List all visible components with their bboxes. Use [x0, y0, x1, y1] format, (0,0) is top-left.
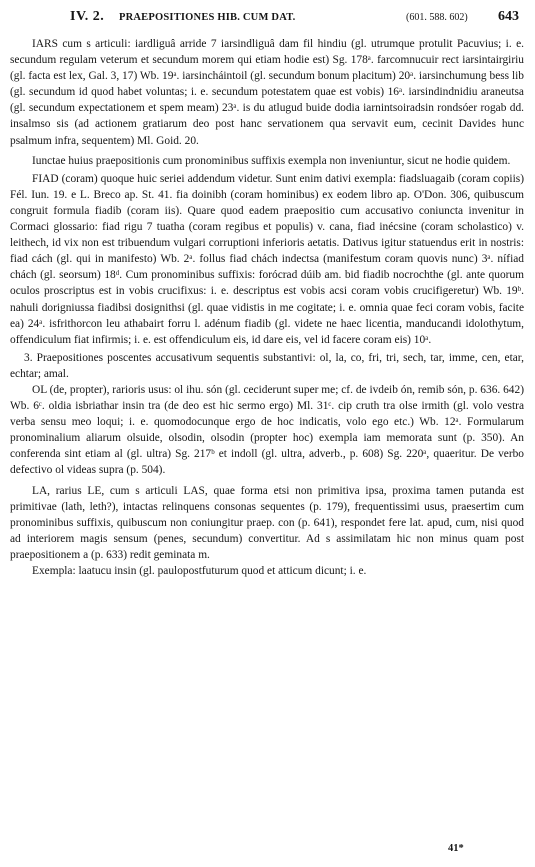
page-number: 643 [498, 9, 519, 24]
paragraph-la: LA, rarius LE, cum s articuli LAS, quae forma etsi non primitiva ipsa, proxima tamen putanda est primitivae (lath, leth?), intactas relinquens consonas sequentes (p. 179), frequentissimi usus, praesertim cum pronominibus suffixis, quibuscum non coniungitur praep. con (p. 641), respondet fere lat. apud, cum, nisi quod ad interiorem magis sensum (penes, secundum) convertitur. Ad s assimilatam hic non minus quam post praepositionem a (p. 633) redit geminata m. [10, 484, 524, 561]
book-page [10, 8, 524, 579]
paragraph-ol: OL (de, propter), rarioris usus: ol ihu. són (gl. ceciderunt super me; cf. de ivdeib ón, remib són, p. 636. 642) Wb. 6ᶜ. oldia isbriathar insin tra (de deo est hic sermo ergo) Ml. 31ᶜ. cip cruth tra olse irmith (gl. volo vestra verba sensu meo loqui; i. e. quomodocunque ergo de hoc indicatis, volo ego etc.) Wb. 12ᵃ. Formularum pronominalium aliarum olsuide, olsodin, olsodin (propter hoc) exempla iam memorata sunt (p. 350). An conferenda sint etiam al (gl. ultra) Sg. 217ᵇ et indoll (gl. ultra, adverb., p. 608) Sg. 220ᵃ, quaeritur. De verbo defectivo ol videas supra (p. 504). [10, 383, 524, 477]
paragraph-exempla: Exempla: laatucu insin (gl. paulopostfuturum quod et atticum dicunt; i. e. [32, 565, 367, 577]
page-body [10, 36, 524, 579]
paragraph-iars-suffixes: Iunctae huius praepositionis cum pronominibus suffixis exempla non inveniuntur, sicut ne hodie quidem. [32, 154, 511, 167]
paragraph-iars: IARS cum s articuli: iardliguâ arride 7 iarsindliguâ dam fil hindiu (gl. utrumque protulit Pacuvius; i. e. secundum regulam veterum et secundum morem qui etiam hodie est) Sg. 178ᵃ. farcomnucuir rect iarsintairgiriu (gl. facta est lex, Gal. 3, 17) Wb. 19ᵃ. iarsincháintoil (gl. secundum bonum placitum) 20ᵃ. iarsinchumung bess lib (gl. secundum id quod habet voluntas; i. e. secundum potestatem quae est vobis) 16ᵃ. iarsindindnidiu araneutsa (gl. secundum expectationem et spem meam) 23ᵃ. is du atlugud buide dodia iarnintsoiradsin rondsóer rogab dd. insalmso sis (ad actionem gratiarum deo post hanc servationem qua servavit eum, cecinit Davides hunc psalmum infra, sequentem) Ml. Goid. 20. [10, 38, 524, 147]
running-header [10, 8, 524, 28]
header-page-refs: (601. 588. 602) [406, 12, 468, 23]
header-section: IV. 2. [70, 9, 105, 24]
signature-mark: 41* [448, 843, 464, 854]
paragraph-accusative-heading: 3. Praepositiones poscentes accusativum sequentis substantivi: ol, la, co, fri, tri, sech, tar, imme, cen, etar, echtar; amal. [10, 351, 524, 380]
paragraph-fiad: FIAD (coram) quoque huic seriei addendum videtur. Sunt enim dativi exempla: fiadsluagaib (coram copiis) Fél. Iun. 19. e L. Breco ap. St. 41. fia doinibh (coram hominibus) ex eodem libro ap. O'Don. 306, quibuscum congruit formula fiadib (coram iis). Quare quod eadem praepositio cum accusativo coniuncta invenitur in Cormaci glossario: fiad rigu 7 tuatha (coram regibus et populis) v. cana, fiad inécsine (coram scholastico) v. leithech, id vix non est tribuendum vulgari corruptioni inferioris aetatis. Dativus igitur statuendus erit in nostris: fiad cách (gl. qui in manifesto) Wb. 2ᵃ. follus fiad chách indectsa (manifestum coram quovis nunc) 3ᵃ. nífiad chách (gl. seorsum) 18ᵈ. Cum pronominibus suffixis: forócrad dúib am. bid fiadib nocrochthe (gl. ante quorum oculos proscriptus est in vobis crucifixus: i. e. descriptus est vobis acsi coram vobis crucifigeretur) Wb. 19ᵇ. nahuli dorigniussa fiadibsi dosignithsi (gl. quae vidistis in me cogitate; i. e. omnia quae feci coram vobis, facite ea) 24ᵃ. isfrithorcon leu athabairt forru l. adénum fiadib (gl. videte ne haec licentia, manducandi idolothytum, offendiculum fiat infirmis; i. e. est offendiculum eis, id dare eis, vel id facere coram eis) 10ᵃ. [10, 172, 524, 346]
header-title: PRAEPOSITIONES HIB. CUM DAT. [119, 12, 296, 23]
